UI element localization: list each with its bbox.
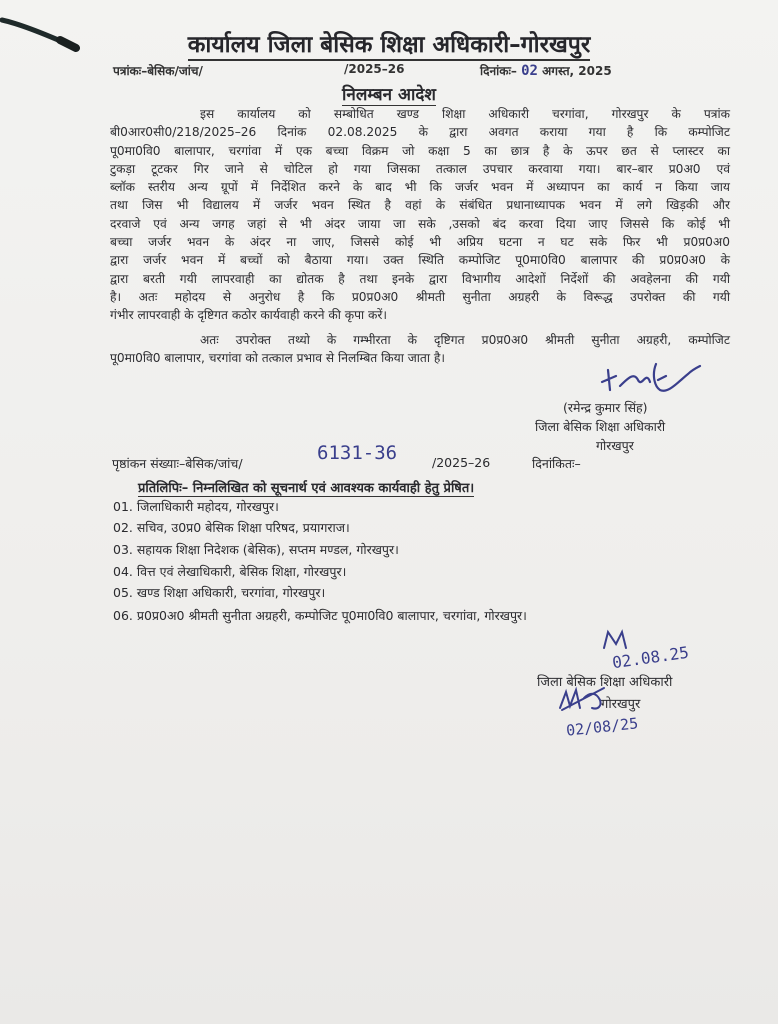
- paragraph-line: द्वारा जर्जर भवन में बच्चों को बैठाया गया। उक्त स्थिति कम्पोजिट पू0मा0वि0 बालापार की प्र0प्र0अ0 के: [110, 253, 730, 268]
- signatory-place: गोरखपुर: [596, 438, 634, 453]
- paragraph-line: ब्लॉक स्तरीय अन्य ग्रूपों में निर्देशित करने के बाद भी कि जर्जर भवन में अध्यापन का कार्य न किया जाय: [110, 180, 730, 195]
- paragraph-body: [110, 105, 730, 325]
- copy-list-item: 02. सचिव, उ0प्र0 बेसिक शिक्षा परिषद, प्रयागराज।: [113, 520, 350, 535]
- reference-number: पत्रांकः–बेसिक/जांच/: [113, 64, 203, 78]
- paragraph-line: अतः उपरोक्त तथ्यो के गम्भीरता के दृष्टिगत प्र0प्र0अ0 श्रीमती सुनीता अग्रहरी, कम्पोजिट: [200, 333, 730, 347]
- paragraph-line: इस कार्यालय को सम्बोधित खण्ड शिक्षा अधिकारी चरगांवा, गोरखपुर के पत्रांक: [200, 107, 730, 121]
- copy-heading: प्रतिलिपिः– निम्नलिखित को सूचनार्थ एवं आवश्यक कार्यवाही हेतु प्रेषित।: [138, 481, 475, 496]
- copy-list-item: 06. प्र0प्र0अ0 श्रीमती सुनीता अग्रहरी, कम्पोजिट पू0मा0वि0 बालापार, चरगांवा, गोरखपुर।: [113, 608, 527, 623]
- endorsement-date-label: दिनांकितः–: [532, 456, 581, 471]
- paragraph-line: दरवाजे एवं अन्य जगह जहां से भी अंदर जाया जा सके ,उसको बंद करवा दिया जाए जिससे कि कोई भी: [110, 216, 730, 231]
- paragraph-line: बच्चा जर्जर भवन के अंदर ना जाए, जिससे कोई भी अप्रिय घटना न घट सके फिर भी प्र0प्र0अ0: [110, 235, 730, 250]
- paragraph-line: तथा जिस भी विद्यालय में जर्जर भवन स्थित है वहां के संबंधित प्रधानाध्यापक भवन में लगे खिड़की और: [110, 198, 730, 213]
- handwritten-date: 02: [521, 63, 538, 79]
- copy-list-item: 04. वित्त एवं लेखाधिकारी, बेसिक शिक्षा, गोरखपुर।: [113, 564, 347, 579]
- endorsement-year: /2025–26: [432, 455, 491, 470]
- copy-list-item: 01. जिलाधिकारी महोदय, गोरखपुर।: [113, 499, 279, 514]
- paragraph-line: पू0मा0वि0 बालापार, चरगांवा को तत्काल प्रभाव से निलम्बित किया जाता है।: [110, 351, 445, 366]
- order-subtitle: निलम्बन आदेश: [342, 85, 436, 105]
- handwritten-endorsement-number: 6131-36: [317, 442, 398, 464]
- paragraph-line: बी0आर0सी0/218/2025–26 दिनांक 02.08.2025 के द्वारा अवगत कराया गया है कि कम्पोजिट: [110, 125, 730, 140]
- endorsement-label: पृष्ठांकन संख्याः–बेसिक/जांच/: [112, 456, 243, 471]
- office-title: कार्यालय जिला बेसिक शिक्षा अधिकारी–गोरखपुर: [0, 27, 778, 59]
- signatory-name: (रमेन्द्र कुमार सिंह): [563, 400, 648, 415]
- date-line: [480, 62, 612, 79]
- date-label: दिनांकः–: [480, 64, 517, 78]
- paragraph-line: पू0मा0वि0 बालापार, चरगांवा में एक बच्चा विक्रम जो कक्षा 5 का छात्र है के ऊपर छत से प्लास्टर का: [110, 143, 730, 158]
- handwritten-date-1: 02.08.25: [611, 642, 691, 673]
- bottom-designation: जिला बेसिक शिक्षा अधिकारी: [537, 675, 673, 690]
- reference-year: /2025–26: [344, 62, 405, 76]
- date-month-year: अगस्त, 2025: [542, 64, 612, 78]
- signatory-designation: जिला बेसिक शिक्षा अधिकारी: [535, 419, 666, 434]
- handwritten-initial: [600, 628, 650, 650]
- handwritten-date-2: 02/08/25: [565, 714, 639, 740]
- handwritten-signature: [556, 684, 608, 714]
- copy-list-item: 03. सहायक शिक्षा निदेशक (बेसिक), सप्तम मण्डल, गोरखपुर।: [113, 542, 399, 557]
- paragraph-line: है। अतः महोदय से अनुरोध है कि प्र0प्र0अ0 श्रीमती सुनीता अग्रहरी के विरूद्ध उपरोक्त की गयी: [110, 289, 730, 304]
- paragraph-line: टुकड़ा टूटकर गिर जाने से चोटिल हो गया जिसका तत्काल उपचार करवाया गया। बार–बार प्र0अ0 एवं: [110, 161, 730, 176]
- paragraph-line: गंभीर लापरवाही के दृष्टिगत कठोर कार्यवाही करने की कृपा करें।: [110, 308, 387, 323]
- paragraph-line: द्वारा बरती गयी लापरवाही का द्योतक है तथा इनके द्वारा विभागीय आदेशों निर्देशों की अवहेलना की गयी: [110, 271, 730, 286]
- copy-list-item: 05. खण्ड शिक्षा अधिकारी, चरगांवा, गोरखपुर।: [113, 585, 326, 600]
- officer-signature: [598, 360, 703, 400]
- bottom-place: गोरखपुर: [601, 697, 641, 712]
